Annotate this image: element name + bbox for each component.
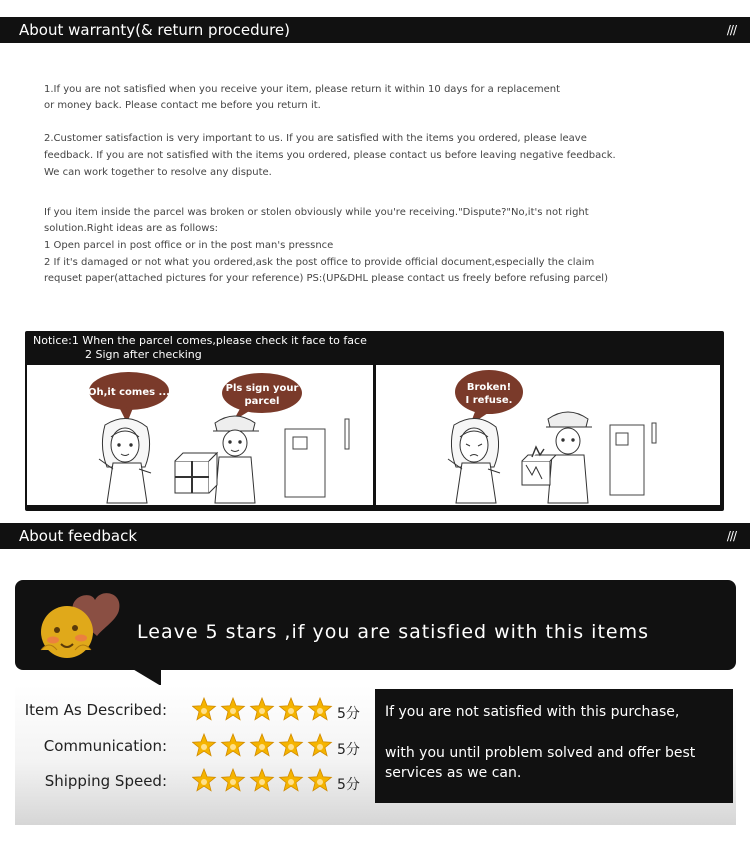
star-highlight (201, 779, 207, 785)
policy-line: feedback. If you are not satisfied with the items you ordered, please contact us before leaving negative feedback. (44, 150, 616, 161)
star-highlight (201, 708, 207, 714)
parcel-box (175, 453, 217, 493)
star-highlight (230, 708, 236, 714)
star-rating (192, 768, 336, 794)
star-highlight (259, 708, 265, 714)
comic-panel-receive (27, 365, 373, 505)
comic-panel-refuse (376, 365, 720, 505)
star-highlight (317, 779, 323, 785)
message-line: services as we can. (385, 765, 522, 781)
notice-line-1: Notice:1 When the parcel comes,please check it face to face (33, 334, 367, 347)
speech-bubble-courier (222, 373, 302, 421)
policy-line: If you item inside the parcel was broken or stolen obviously while you're receiving."Dispute?"No,it's not right (44, 207, 589, 218)
policy-line: 1.If you are not satisfied when you receive your item, please return it within 10 days for a replacement (44, 84, 561, 95)
bubble-text: I refuse. (465, 395, 513, 406)
star-highlight (230, 744, 236, 750)
rating-label: Item As Described: (24, 701, 167, 719)
bubble-text: Broken! (466, 382, 512, 393)
rating-row (15, 768, 375, 796)
rating-row (15, 697, 375, 725)
star-rating (192, 697, 336, 723)
policy-line: 2.Customer satisfaction is very important to us. If you are satisfied with the items you ordered, please leave (44, 133, 587, 144)
courier-figure (213, 416, 259, 503)
woman-figure (99, 418, 151, 503)
warranty-header (0, 17, 750, 43)
policy-line: or money back. Please contact me before you return it. (44, 100, 321, 111)
header-marks: /// (726, 23, 736, 37)
bubble-text: Oh,it comes ... (88, 387, 170, 398)
star-highlight (317, 744, 323, 750)
rating-row (15, 733, 375, 761)
emoji-heart-icon (33, 586, 133, 666)
policy-line: 2 If it's damaged or not what you ordered,ask the post office to provide official document,especially the claim (44, 257, 595, 268)
rating-score: 5分 (337, 742, 360, 758)
comic-illustration (376, 365, 720, 505)
feedback-banner (15, 580, 736, 670)
speech-bubble-woman (88, 372, 170, 423)
woman-figure (448, 418, 500, 503)
speech-bubble-woman (455, 370, 523, 425)
message-line: If you are not satisfied with this purchase, (385, 704, 680, 720)
door (610, 423, 656, 495)
rating-label: Shipping Speed: (44, 772, 167, 790)
notice-line-2: 2 Sign after checking (85, 348, 202, 361)
policy-line: solution.Right ideas are as follows: (44, 223, 219, 234)
star-rating (192, 733, 336, 759)
feedback-banner-text: Leave 5 stars ,if you are satisfied with this items (137, 621, 650, 643)
policy-line: We can work together to resolve any dispute. (44, 167, 272, 178)
star-highlight (201, 744, 207, 750)
comic-illustration (27, 365, 373, 505)
star-highlight (288, 779, 294, 785)
star-highlight (259, 744, 265, 750)
star-highlight (317, 708, 323, 714)
bubble-text: Pls sign your (225, 383, 299, 394)
feedback-header (0, 523, 750, 549)
policy-line: requset paper(attached pictures for your reference) PS:(UP&DHL please contact us freely before refusing parcel) (44, 273, 608, 284)
feedback-message-box (375, 689, 733, 803)
message-line: with you until problem solved and offer best (385, 745, 696, 761)
star-highlight (230, 779, 236, 785)
bubble-text: parcel (244, 396, 280, 407)
warranty-title: About warranty(& return procedure) (19, 21, 291, 39)
rating-label: Communication: (43, 737, 167, 755)
feedback-title: About feedback (19, 527, 138, 545)
policy-line: 1 Open parcel in post office or in the post man's pressnce (44, 240, 334, 251)
star-highlight (259, 779, 265, 785)
header-marks: /// (726, 529, 736, 543)
star-highlight (288, 708, 294, 714)
rating-score: 5分 (337, 706, 360, 722)
rating-score: 5分 (337, 777, 360, 793)
star-highlight (288, 744, 294, 750)
notice-box (25, 331, 724, 511)
door (285, 419, 349, 497)
